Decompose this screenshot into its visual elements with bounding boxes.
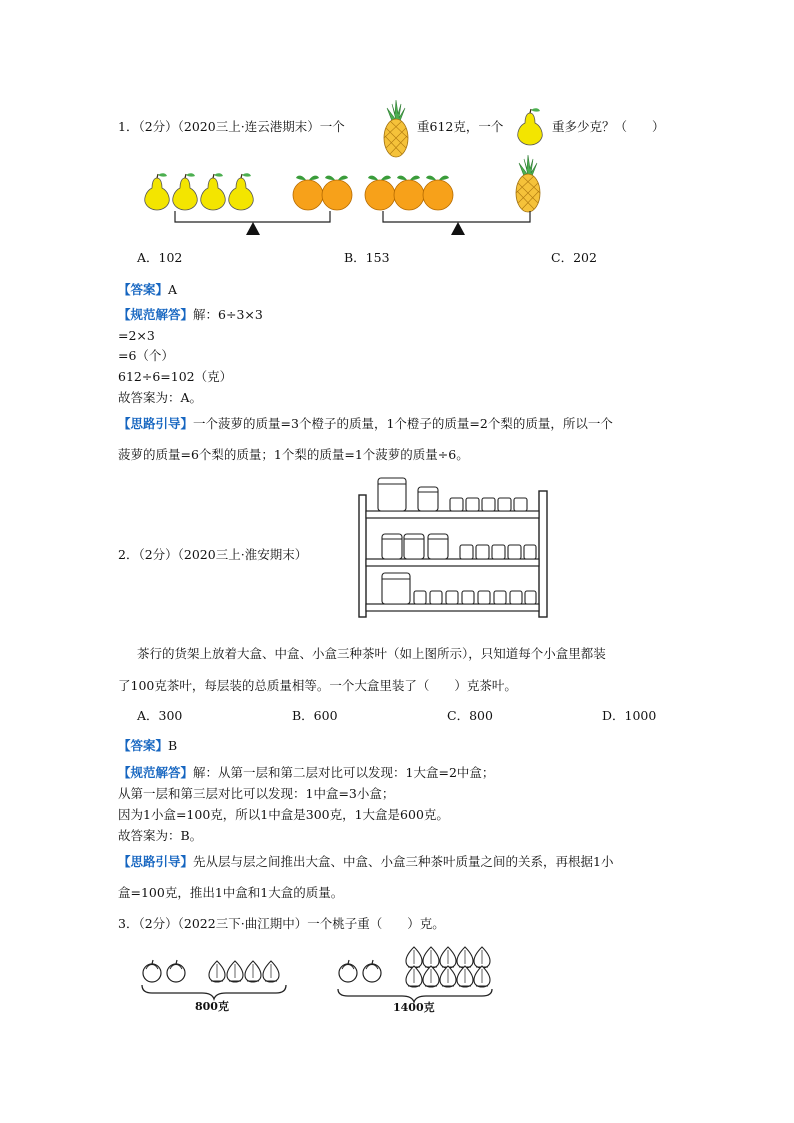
orange-icon [423,176,453,210]
q3-left-label: 800克 [195,1000,229,1013]
peach-icon [474,966,490,987]
q1-solution-line-5: 故答案为：A。 [118,390,203,405]
right-scale [365,155,540,235]
q2-answer [118,738,177,754]
q1-stem-before: 1．（2分）（2020三上·连云港期末）一个 [118,119,345,134]
hint-text: 先从层与层之间推出大盒、中盒、小盒三种茶叶质量之间的关系，再根据1小 [193,854,614,869]
peach-icon [457,966,473,987]
peach-icon [423,947,439,968]
peach-icon [423,966,439,987]
orange-icon [322,176,352,210]
q3-right-label: 1400克 [393,1001,435,1014]
solution-text: 解：从第一层和第二层对比可以发现：1大盒=2中盒； [193,765,495,780]
q2-paragraph-line-1: 茶行的货架上放着大盒、中盒、小盒三种茶叶（如上图所示），只知道每个小盒里都装 [137,646,606,661]
q2-option-c[interactable]: C．800 [447,708,493,723]
peach-icon [263,961,279,982]
q1-hint-line-2: 菠萝的质量=6个梨的质量；1个梨的质量=1个菠萝的质量÷6。 [118,447,469,462]
solution-text: 解：6÷3×3 [193,307,263,322]
q2-solution-line-1 [118,765,494,781]
q1-option-b[interactable]: B．153 [344,250,390,265]
q1-option-c[interactable]: C．202 [551,250,597,265]
q1-solution-line-1 [118,307,263,323]
peach-icon [457,947,473,968]
q2-solution-line-2: 从第一层和第三层对比可以发现：1中盒=3小盒； [118,786,395,801]
peach-icon [227,961,243,982]
q1-solution-line-4: 612÷6=102（克） [118,369,233,384]
peach-icon [440,947,456,968]
peach-icon [245,961,261,982]
q2-hint-line-1 [118,854,613,870]
peach-icon [406,947,422,968]
apple-icon [363,960,381,982]
q2-solution-line-3: 因为1小盒=100克，所以1中盒是300克，1大盒是600克。 [118,807,449,822]
apple-icon [339,960,357,982]
pear-icon [229,173,253,210]
solution-tag: 【规范解答】 [118,765,194,780]
answer-value: B [168,738,178,753]
q1-solution-line-2: =2×3 [118,328,155,343]
balance-illustrations [130,155,560,235]
q2-option-a[interactable]: A．300 [137,708,183,723]
hint-tag: 【思路引导】 [118,416,194,431]
q2-stem: 2．（2分）（2020三上·淮安期末） [118,547,308,562]
q2-solution-line-4: 故答案为：B。 [118,828,203,843]
q1-stem-after: 重多少克？（ ） [552,119,665,134]
apple-icon [167,960,185,982]
left-scale [145,173,352,235]
q1-hint-line-1 [118,416,613,432]
orange-icon [365,176,395,210]
orange-icon [394,176,424,210]
q1-solution-line-3: =6（个） [118,348,174,363]
hint-text: 一个菠萝的质量=3个橙子的质量，1个橙子的质量=2个梨的质量，所以一个 [193,416,613,431]
pineapple-icon [516,155,540,212]
pineapple-icon [381,100,411,156]
pear-icon [201,173,225,210]
answer-tag: 【答案】 [118,738,169,753]
q3-stem: 3．（2分）（2022三下·曲江期中）一个桃子重（ ）克。 [118,916,445,931]
shelf-illustration [356,473,556,619]
peach-icon [209,961,225,982]
hint-tag: 【思路引导】 [118,854,194,869]
peach-icon [406,966,422,987]
peach-icon [474,947,490,968]
peach-icon [440,966,456,987]
q1-option-a[interactable]: A．102 [137,250,183,265]
q1-answer [118,282,177,298]
orange-icon [293,176,323,210]
answer-value: A [168,282,178,297]
q2-option-b[interactable]: B．600 [292,708,338,723]
q1-stem-mid: 重612克，一个 [417,119,504,134]
solution-tag: 【规范解答】 [118,307,194,322]
pear-icon [145,173,169,210]
q2-paragraph-line-2: 了100克茶叶，每层装的总质量相等。一个大盒里装了（ ）克茶叶。 [118,678,517,693]
q2-option-d[interactable]: D．1000 [602,708,657,723]
answer-tag: 【答案】 [118,282,169,297]
pear-icon [173,173,197,210]
q2-hint-line-2: 盒=100克，推出1中盒和1大盒的质量。 [118,885,344,900]
pear-icon [515,108,545,148]
apple-icon [143,960,161,982]
shelf-boxes [378,478,536,604]
